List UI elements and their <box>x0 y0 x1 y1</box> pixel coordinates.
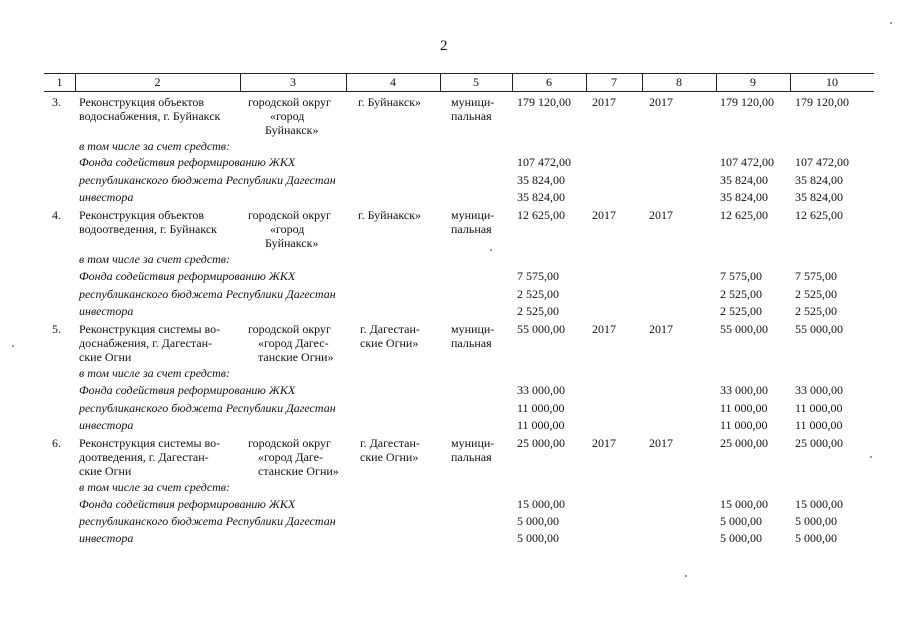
source-c9: 11 000,00 <box>720 418 768 432</box>
col10-value: 179 120,00 <box>795 95 849 109</box>
end-year: 2017 <box>649 208 673 222</box>
source-c10: 33 000,00 <box>795 383 843 397</box>
source-label: инвестора <box>79 304 134 318</box>
source-c6: 35 824,00 <box>517 173 565 187</box>
row-number: 4. <box>52 208 61 222</box>
col9-value: 25 000,00 <box>720 436 768 450</box>
source-c9: 107 472,00 <box>720 155 774 169</box>
financing-label: в том числе за счет средств: <box>79 139 231 153</box>
source-c10: 35 824,00 <box>795 190 843 204</box>
source-c10: 15 000,00 <box>795 497 843 511</box>
row-number: 3. <box>52 95 61 109</box>
ownership: муници- <box>451 208 495 222</box>
source-label: республиканского бюджета Республики Дагестан <box>79 401 336 415</box>
financing-label: в том числе за счет средств: <box>79 252 231 266</box>
row-number: 6. <box>52 436 61 450</box>
header-col-2: 2 <box>154 75 161 89</box>
ownership: пальная <box>451 109 492 123</box>
city: г. Буйнакск» <box>358 95 422 109</box>
object-name: водоотведения, г. Буйнакск <box>79 222 218 236</box>
district: «город Даге- <box>258 450 323 464</box>
ownership: пальная <box>451 336 492 350</box>
header-col-4: 4 <box>390 75 396 89</box>
source-c10: 5 000,00 <box>795 514 837 528</box>
city: ские Огни» <box>360 336 419 350</box>
header-col-8: 8 <box>676 75 682 89</box>
source-c6: 5 000,00 <box>517 514 559 528</box>
ownership: муници- <box>451 322 495 336</box>
source-label: Фонда содействия реформированию ЖКХ <box>79 383 296 397</box>
scan-speck <box>870 456 872 458</box>
district: городской округ <box>248 436 331 450</box>
object-name: ские Огни <box>79 464 132 478</box>
source-c10: 2 525,00 <box>795 287 837 301</box>
header-col-7: 7 <box>611 75 617 89</box>
source-c10: 107 472,00 <box>795 155 849 169</box>
financing-label: в том числе за счет средств: <box>79 480 231 494</box>
scan-speck <box>890 22 892 24</box>
source-c6: 11 000,00 <box>517 401 565 415</box>
source-label: инвестора <box>79 531 134 545</box>
source-c9: 15 000,00 <box>720 497 768 511</box>
header-col-1: 1 <box>56 75 63 89</box>
scan-speck <box>12 345 14 347</box>
object-name: Реконструкция объектов <box>79 208 204 222</box>
source-c9: 2 525,00 <box>720 287 762 301</box>
row-number: 5. <box>52 322 61 336</box>
start-year: 2017 <box>592 436 616 450</box>
source-c9: 35 824,00 <box>720 173 768 187</box>
ownership: пальная <box>451 450 492 464</box>
ownership: муници- <box>451 436 495 450</box>
source-c10: 11 000,00 <box>795 418 843 432</box>
city: ские Огни» <box>360 450 419 464</box>
ownership: муници- <box>451 95 495 109</box>
source-label: республиканского бюджета Республики Дагестан <box>79 287 336 301</box>
source-c10: 35 824,00 <box>795 173 843 187</box>
header-col-5: 5 <box>473 75 479 89</box>
col10-value: 55 000,00 <box>795 322 843 336</box>
object-name: Реконструкция системы во- <box>79 322 221 336</box>
source-c9: 35 824,00 <box>720 190 768 204</box>
object-name: водоснабжения, г. Буйнакск <box>79 109 221 123</box>
district: Буйнакск» <box>265 236 319 250</box>
col9-value: 55 000,00 <box>720 322 768 336</box>
district: станские Огни» <box>258 464 339 478</box>
source-c9: 7 575,00 <box>720 269 762 283</box>
scan-speck <box>490 249 492 251</box>
source-label: инвестора <box>79 418 134 432</box>
col10-value: 12 625,00 <box>795 208 843 222</box>
source-c9: 11 000,00 <box>720 401 768 415</box>
source-c10: 11 000,00 <box>795 401 843 415</box>
source-c9: 5 000,00 <box>720 531 762 545</box>
total-cost: 55 000,00 <box>517 322 565 336</box>
source-c10: 5 000,00 <box>795 531 837 545</box>
district: «город <box>270 222 305 236</box>
district: городской округ <box>248 322 331 336</box>
source-label: инвестора <box>79 190 134 204</box>
scan-speck <box>685 575 687 577</box>
end-year: 2017 <box>649 436 673 450</box>
source-c6: 35 824,00 <box>517 190 565 204</box>
ownership: пальная <box>451 222 492 236</box>
header-top-rule <box>44 73 874 74</box>
start-year: 2017 <box>592 95 616 109</box>
header-col-10: 10 <box>826 75 838 89</box>
col9-value: 179 120,00 <box>720 95 774 109</box>
district: городской округ <box>248 208 331 222</box>
source-c9: 2 525,00 <box>720 304 762 318</box>
header-col-9: 9 <box>750 75 756 89</box>
source-c6: 2 525,00 <box>517 304 559 318</box>
source-c6: 5 000,00 <box>517 531 559 545</box>
start-year: 2017 <box>592 208 616 222</box>
source-c10: 7 575,00 <box>795 269 837 283</box>
col10-value: 25 000,00 <box>795 436 843 450</box>
object-name: доотведения, г. Дагестан- <box>79 450 209 464</box>
object-name: доснабжения, г. Дагестан- <box>79 336 213 350</box>
source-c9: 33 000,00 <box>720 383 768 397</box>
source-c6: 107 472,00 <box>517 155 571 169</box>
source-c6: 7 575,00 <box>517 269 559 283</box>
financing-label: в том числе за счет средств: <box>79 366 231 380</box>
total-cost: 12 625,00 <box>517 208 565 222</box>
source-label: Фонда содействия реформированию ЖКХ <box>79 155 296 169</box>
source-label: Фонда содействия реформированию ЖКХ <box>79 269 296 283</box>
end-year: 2017 <box>649 322 673 336</box>
source-c6: 33 000,00 <box>517 383 565 397</box>
city: г. Буйнакск» <box>358 208 422 222</box>
header-col-3: 3 <box>290 75 296 89</box>
col9-value: 12 625,00 <box>720 208 768 222</box>
district: «город Дагес- <box>258 336 329 350</box>
header-col-6: 6 <box>546 75 552 89</box>
district: городской округ <box>248 95 331 109</box>
total-cost: 179 120,00 <box>517 95 571 109</box>
total-cost: 25 000,00 <box>517 436 565 450</box>
source-c6: 2 525,00 <box>517 287 559 301</box>
city: г. Дагестан- <box>360 322 420 336</box>
source-c9: 5 000,00 <box>720 514 762 528</box>
district: танские Огни» <box>258 350 334 364</box>
source-label: Фонда содействия реформированию ЖКХ <box>79 497 296 511</box>
header-bottom-rule <box>44 91 874 92</box>
source-label: республиканского бюджета Республики Дагестан <box>79 173 336 187</box>
object-name: ские Огни <box>79 350 132 364</box>
source-c6: 11 000,00 <box>517 418 565 432</box>
source-c10: 2 525,00 <box>795 304 837 318</box>
source-label: республиканского бюджета Республики Дагестан <box>79 514 336 528</box>
source-c6: 15 000,00 <box>517 497 565 511</box>
district: Буйнакск» <box>265 123 319 137</box>
end-year: 2017 <box>649 95 673 109</box>
start-year: 2017 <box>592 322 616 336</box>
object-name: Реконструкция системы во- <box>79 436 221 450</box>
city: г. Дагестан- <box>360 436 420 450</box>
page-number: 2 <box>440 38 448 54</box>
district: «город <box>270 109 305 123</box>
object-name: Реконструкция объектов <box>79 95 204 109</box>
